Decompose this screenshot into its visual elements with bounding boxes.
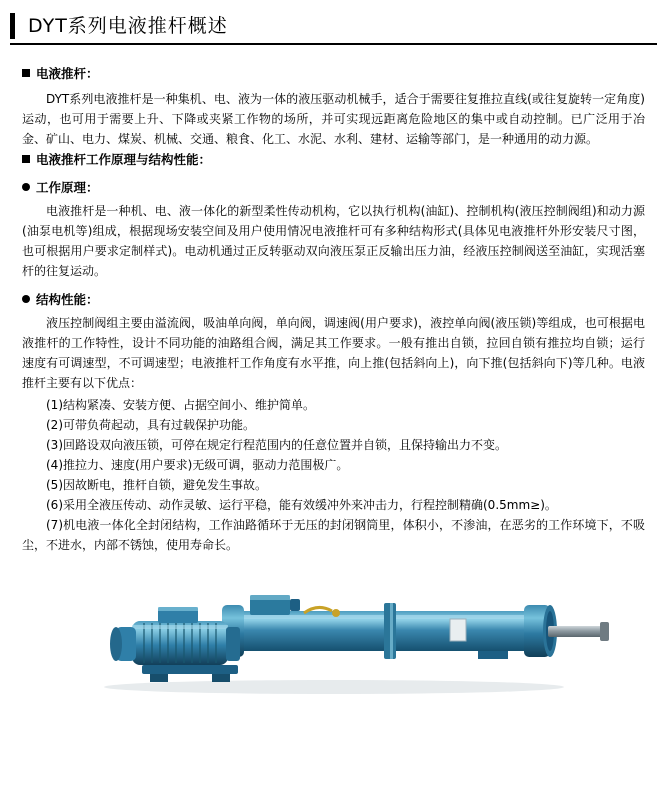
document-page — [0, 11, 667, 797]
list-item: (4)推拉力、速度(用户要求)无级可调，驱动力范围极广。 — [46, 458, 349, 472]
section-heading-1 — [22, 65, 645, 83]
product-illustration — [54, 569, 614, 699]
section-heading-1-label: 电液推杆： — [36, 66, 99, 81]
page-title: DYT系列电液推杆概述 — [28, 15, 228, 37]
square-bullet-icon — [22, 69, 30, 77]
round-bullet-icon — [22, 295, 30, 303]
structure-paragraph: 液压控制阀组主要由溢流阀，吸油单向阀，单向阀，调速阀(用户要求)，液控单向阀(液压锁)等组成，也可根据电液推杆的工作特性，设计不同功能的油路组合阀，满足其工作要求。一般有推出自锁，拉回自锁有推拉均自锁；运行速度有可调速型，不可调速型；电液推杆工作角度有水平推，向上推(包括斜向上)，向下推(包括斜向下)等几种。电液推杆主要有以下优点： — [22, 316, 645, 390]
advantages-list — [22, 395, 645, 555]
list-item: (1)结构紧凑、安装方便、占据空间小、维护简单。 — [46, 398, 315, 412]
list-item: (5)因故断电，推杆自锁，避免发生事故。 — [46, 478, 267, 492]
product-figure — [54, 569, 614, 699]
subsection-heading-structure-label: 结构性能： — [36, 292, 99, 307]
subsection-heading-working-principle — [22, 179, 645, 197]
document-content — [0, 45, 667, 699]
list-item: (3)回路设双向液压锁，可停在规定行程范围内的任意位置并自锁，且保持输出力不变。 — [46, 438, 508, 452]
list-item: (7)机电液一体化全封闭结构，工作油路循环于无压的封闭钢筒里，体积小，不渗油，在恶劣的工作环境下，不吸尘，不进水，内部不锈蚀，使用寿命长。 — [22, 518, 645, 552]
subsection-heading-working-principle-label: 工作原理： — [36, 180, 99, 195]
round-bullet-icon — [22, 183, 30, 191]
section-1-paragraph-1: DYT系列电液推杆是一种集机、电、液为一体的液压驱动机械手，适合于需要往复推拉直线(或往复旋转一定角度)运动，也可用于需要上升、下降或夹紧工作物的场所，并可实现远距离危险地区的集中或自动控制。已广泛用于冶金、矿山、电力、煤炭、机械、交通、粮食、化工、水泥、水利、建材、运输等部门，是一种通用的动力源。 — [22, 92, 645, 146]
square-bullet-icon — [22, 155, 30, 163]
working-principle-paragraph: 电液推杆是一种机、电、液一体化的新型柔性传动机构，它以执行机构(油缸)、控制机构(液压控制阀组)和动力源(油泵电机等)组成，根据现场安装空间及用户使用情况电液推杆可有多种结构形式(具体见电液推杆外形安装尺寸图，也可根据用户要求定制样式)。电动机通过正反转驱动双向液压泵正反输出压力油，经液压控制阀送至油缸，实现活塞杆的往复运动。 — [22, 204, 645, 278]
subsection-heading-structure — [22, 291, 645, 309]
page-title-bar — [10, 11, 657, 45]
title-accent-bar — [10, 13, 15, 39]
section-heading-2-label: 电液推杆工作原理与结构性能： — [36, 152, 212, 167]
list-item: (6)采用全液压传动、动作灵敏、运行平稳，能有效缓冲外来冲击力，行程控制精确(0.5mm≥)。 — [46, 498, 557, 512]
list-item: (2)可带负荷起动，具有过载保护功能。 — [46, 418, 255, 432]
section-heading-2 — [22, 151, 645, 169]
